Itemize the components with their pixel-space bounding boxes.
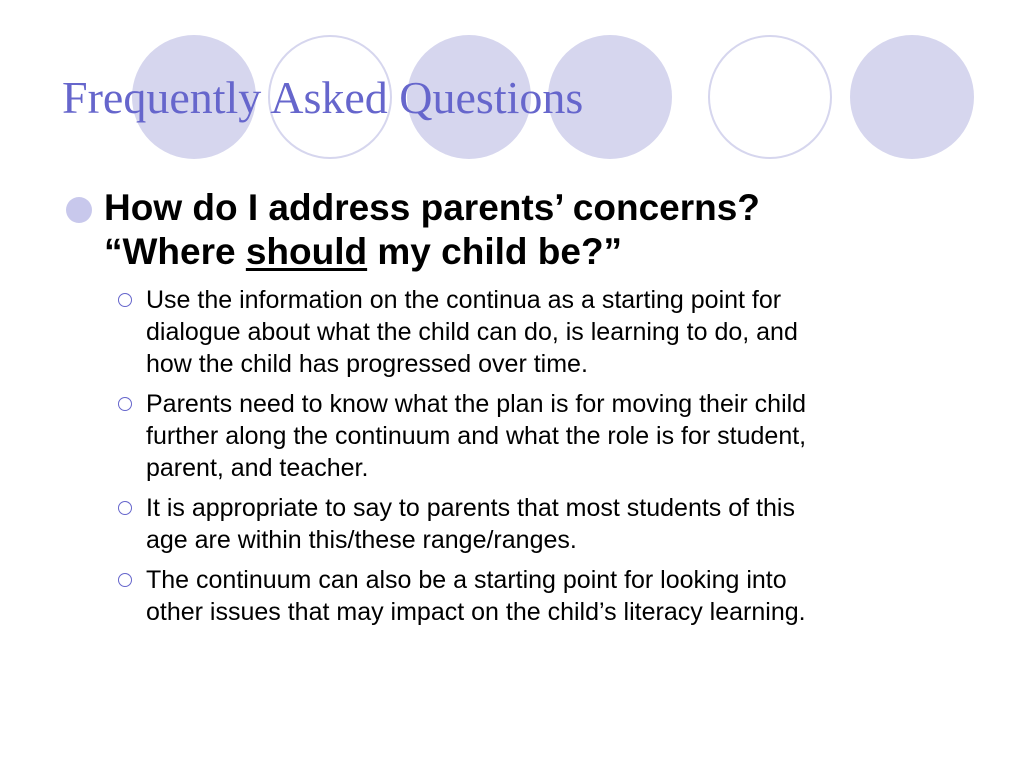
main-point-line-2 <box>104 230 964 274</box>
hollow-circle-bullet-icon <box>118 573 132 587</box>
hollow-circle-bullet-icon <box>118 501 132 515</box>
main-point-line-1: How do I address parents’ concerns? <box>104 187 760 228</box>
sub-point-1-line-2: dialogue about what the child can do, is learning to do, and <box>146 318 798 346</box>
sub-point-3-line-1: It is appropriate to say to parents that most students of this <box>146 494 795 522</box>
sub-point-1-line-3: how the child has progressed over time. <box>146 350 588 378</box>
sub-point-2-line-1: Parents need to know what the plan is for moving their child <box>146 390 807 418</box>
slide-title: Frequently Asked Questions <box>62 72 584 123</box>
decorative-circle-6 <box>850 35 974 159</box>
sub-point-4-line-1: The continuum can also be a starting point for looking into <box>146 566 787 594</box>
sub-point-4-line-2: other issues that may impact on the child’s literacy learning. <box>146 598 806 626</box>
main-point-text-before: “Where <box>104 231 246 272</box>
decorative-circle-5 <box>708 35 832 159</box>
sub-point-1-line-1: Use the information on the continua as a starting point for <box>146 286 782 314</box>
sub-point-4 <box>146 564 964 628</box>
sub-point-2-line-3: parent, and teacher. <box>146 454 369 482</box>
sub-point-list <box>64 284 964 628</box>
sub-point-1 <box>146 284 964 380</box>
sub-point-2-line-2: further along the continuum and what the role is for student, <box>146 422 807 450</box>
sub-point-3-line-2: age are within this/these range/ranges. <box>146 526 577 554</box>
main-point-emphasis: should <box>245 231 368 272</box>
sub-point-3 <box>146 492 964 556</box>
main-bullet-point <box>64 186 964 274</box>
slide-content <box>64 186 964 636</box>
sub-point-2 <box>146 388 964 484</box>
hollow-circle-bullet-icon <box>118 293 132 307</box>
hollow-circle-bullet-icon <box>118 397 132 411</box>
main-point-text-after: my child be?” <box>367 231 623 272</box>
filled-circle-bullet-icon <box>66 197 92 223</box>
